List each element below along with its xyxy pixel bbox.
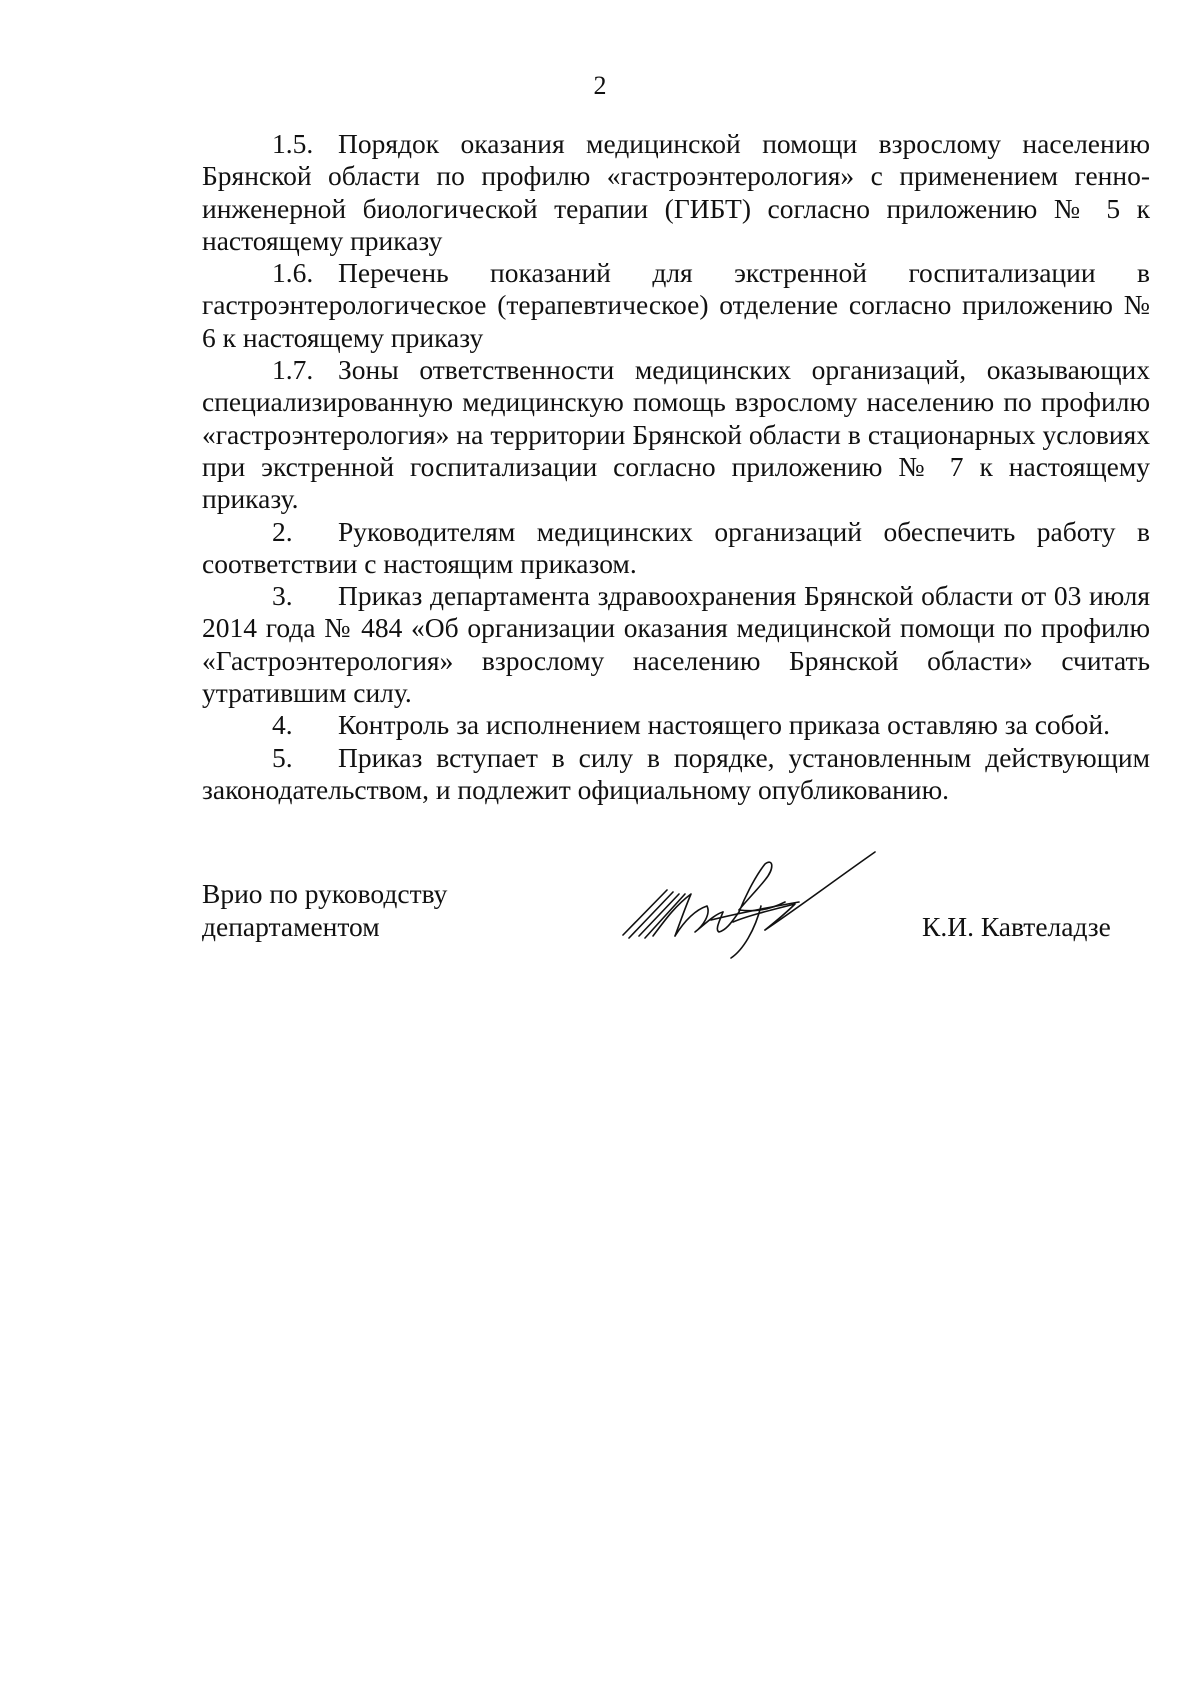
document-body — [202, 128, 1150, 806]
paragraph-text: Приказ департамента здравоохранения Брянской области от 03 июля 2014 года № 484 «Об организации оказания медицинской помощи по профилю «Гастроэнтерология» взрослому населению Брянской области» считать утратившим силу. — [202, 580, 1150, 709]
paragraph-2 — [202, 516, 1150, 581]
paragraph-text: Зоны ответственности медицинских организаций, оказывающих специализированную медицинскую помощь взрослому населению по профилю «гастроэнтерология» на территории Брянской области в стационарных условиях при экстренной госпитализации согласно приложению № 7 к настоящему приказу. — [202, 354, 1150, 515]
paragraph-text: Порядок оказания медицинской помощи взрослому населению Брянской области по профилю «гастроэнтерология» с применением генно-инженерной биологической терапии (ГИБТ) согласно приложению № 5 к настоящему приказу — [202, 128, 1150, 256]
paragraph-number: 1.7. — [272, 354, 314, 386]
paragraph-3 — [202, 580, 1150, 709]
paragraph-text: Контроль за исполнением настоящего приказа оставляю за собой. — [338, 709, 1110, 741]
paragraph-number: 5. — [272, 741, 293, 773]
paragraph-number: 3. — [272, 580, 293, 612]
signer-position-line-1: Врио по руководству — [202, 878, 448, 909]
paragraph-number: 4. — [272, 709, 293, 741]
paragraph-number: 2. — [272, 515, 293, 547]
handwritten-signature — [615, 850, 925, 960]
signer-name: К.И. Кавтеладзе — [922, 911, 1111, 942]
paragraph-number: 1.5. — [272, 128, 314, 159]
paragraph-text: Приказ вступает в силу в порядке, установленным действующим законодательством, и подлежит официальному опубликованию. — [202, 741, 1150, 805]
paragraph-1-6 — [202, 257, 1150, 354]
paragraph-number: 1.6. — [272, 257, 314, 289]
paragraph-4 — [202, 709, 1150, 741]
signer-position-line-2: департаментом — [202, 911, 380, 942]
page-number: 2 — [593, 71, 607, 100]
paragraph-5 — [202, 742, 1150, 807]
paragraph-1-5 — [202, 128, 1150, 257]
paragraph-text: Руководителям медицинских организаций обеспечить работу в соответствии с настоящим приказом. — [202, 515, 1150, 579]
signer-position — [202, 877, 447, 943]
paragraph-text: Перечень показаний для экстренной госпитализации в гастроэнтерологическое (терапевтическое) отделение согласно приложению № 6 к настоящему приказу — [202, 257, 1150, 353]
paragraph-1-7 — [202, 354, 1150, 515]
